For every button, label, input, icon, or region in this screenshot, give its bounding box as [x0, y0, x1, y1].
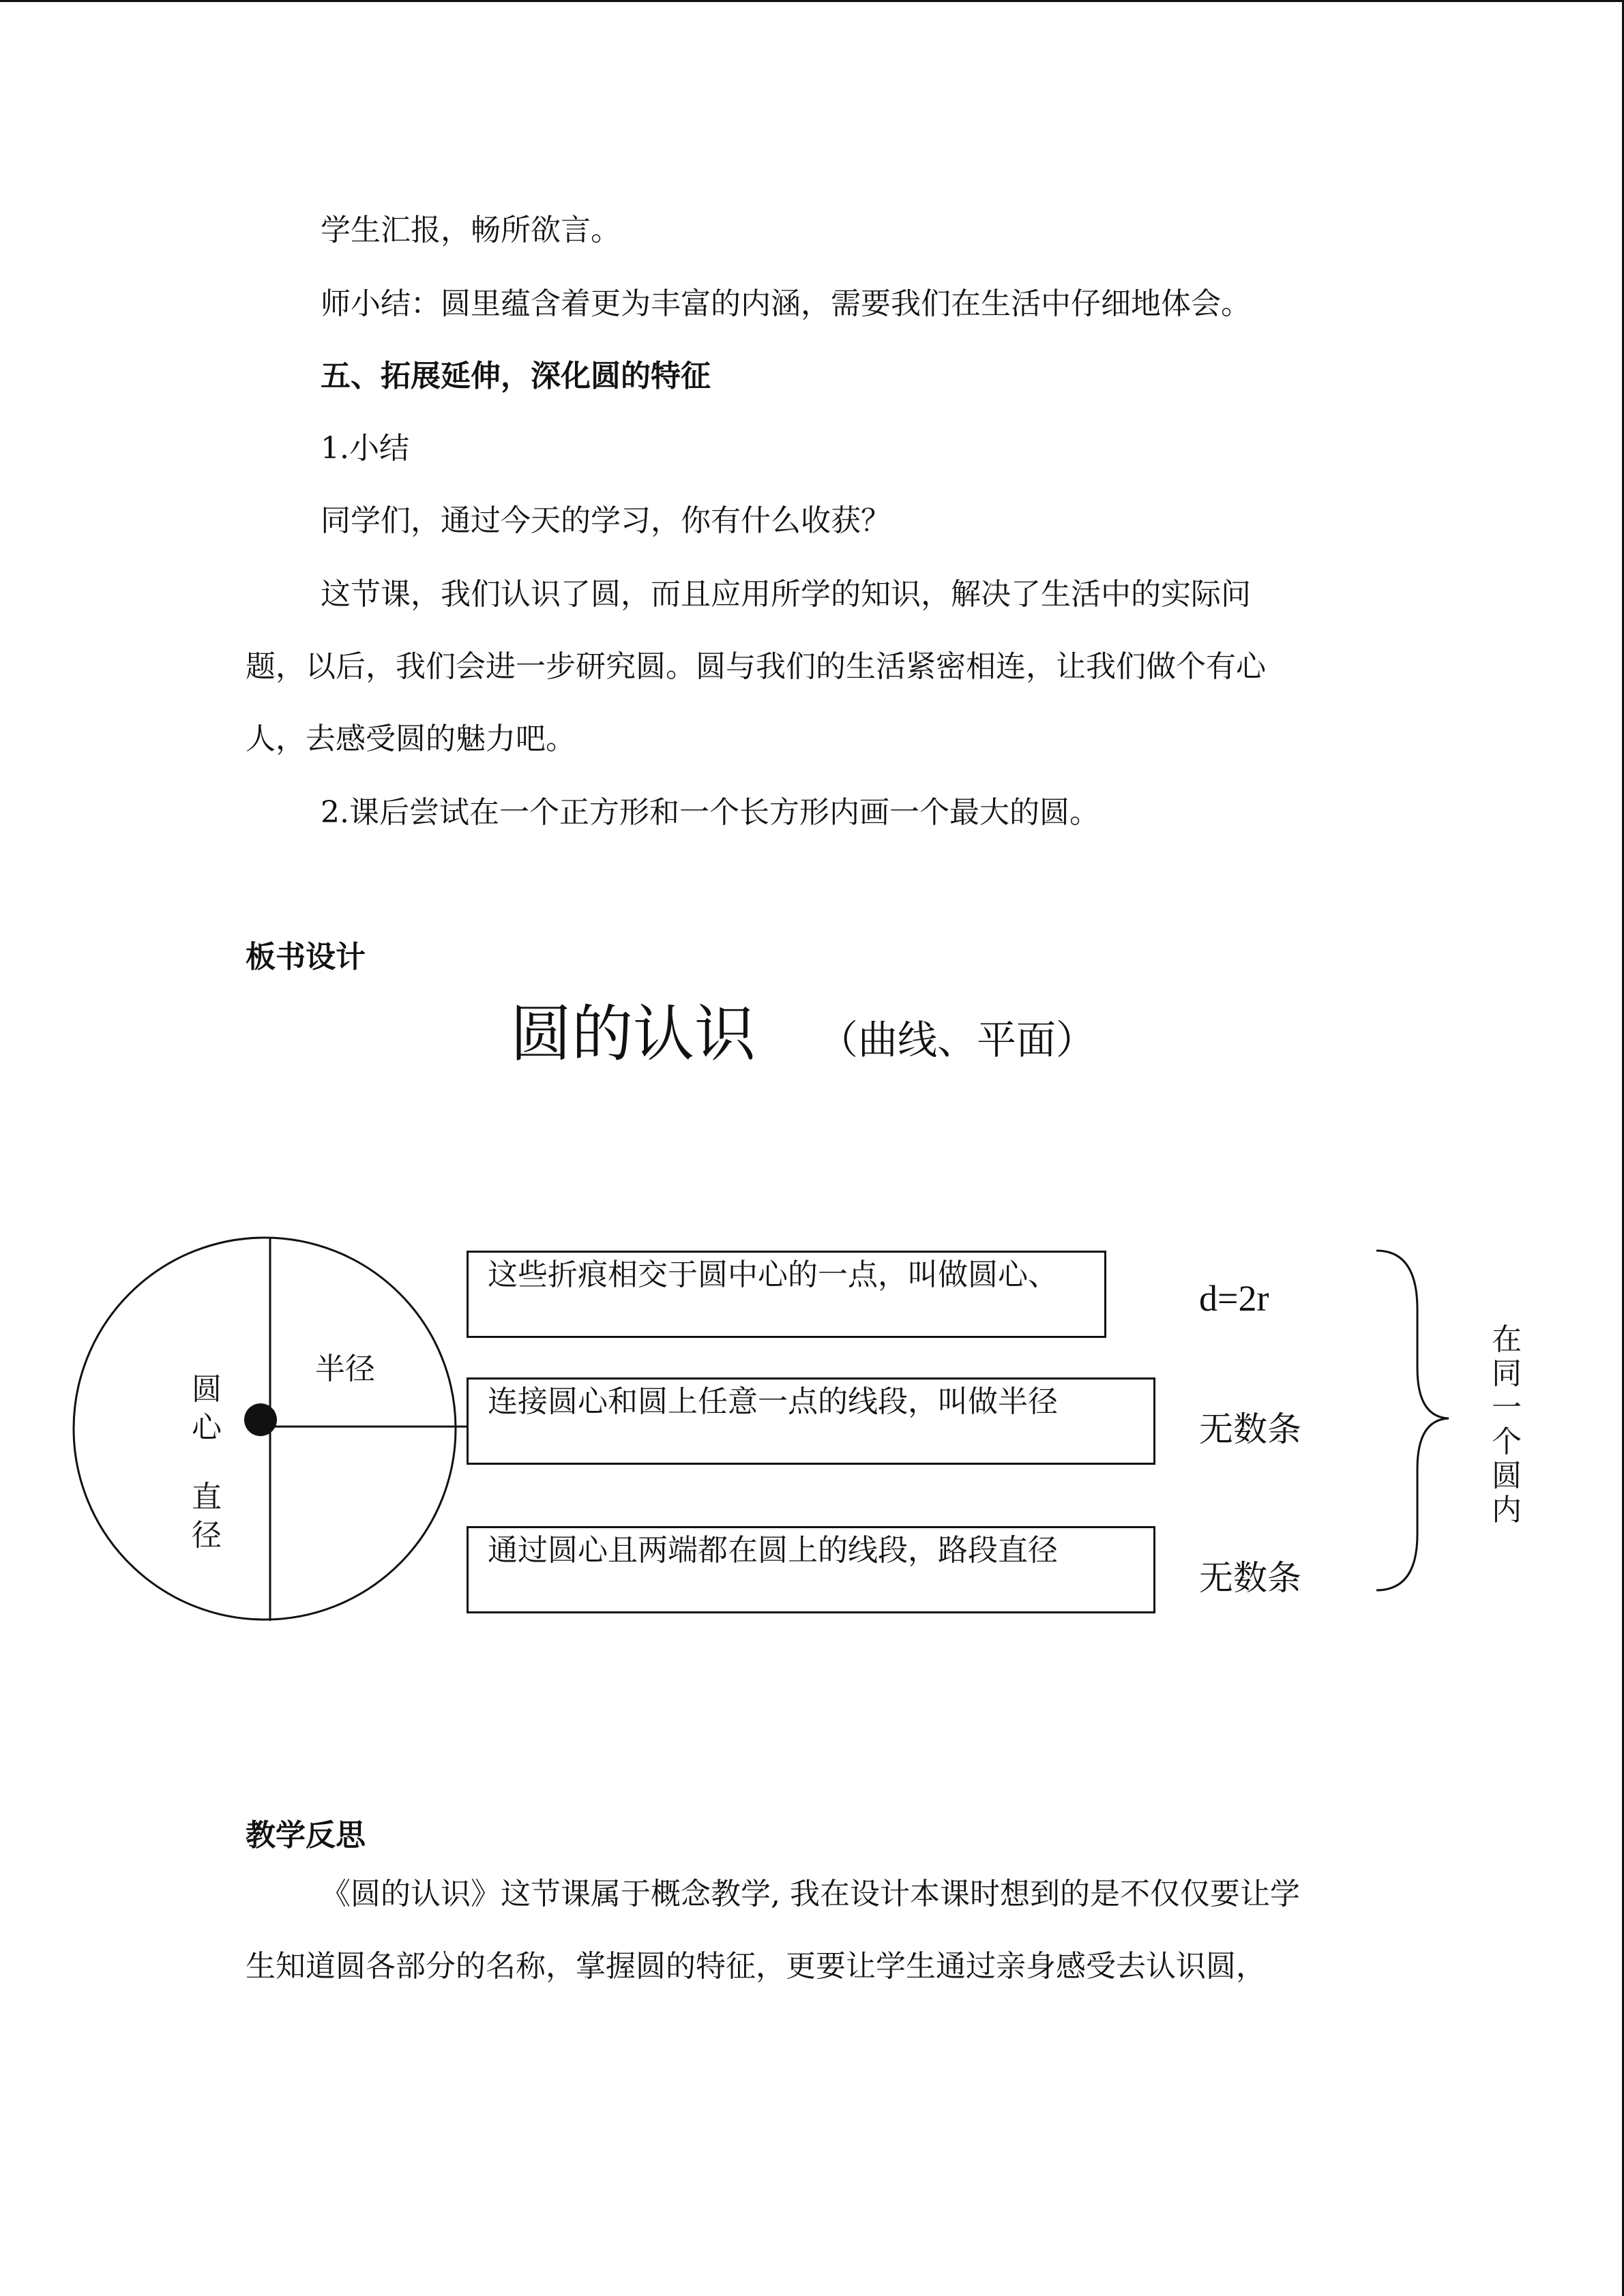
paragraph-lesson-line-3: 人，去感受圆的魅力吧。 — [246, 721, 576, 756]
brace-note: 在同一个圆内 — [1492, 1322, 1522, 1527]
reflection-line-1: 《圆的认识》这节课属于概念教学, 我在设计本课时想到的是不仅仅要让学 — [321, 1877, 1300, 1911]
paragraph-homework: 2.课后尝试在一个正方形和一个长方形内画一个最大的圆。 — [321, 795, 1099, 830]
section-heading-extension: 五、拓展延伸，深化圆的特征 — [321, 359, 711, 393]
reflection-line-2: 生知道圆各部分的名称，掌握圆的特征，更要让学生通过亲身感受去认识圆， — [246, 1949, 1266, 1984]
circle-label-center: 圆心 — [192, 1372, 222, 1445]
paragraph-question: 同学们，通过今天的学习，你有什么收获？ — [321, 503, 891, 538]
right-brace — [1376, 1251, 1449, 1590]
paragraph-summary-item: 1.小结 — [321, 431, 409, 466]
paragraph-lesson-line-2: 题，以后，我们会进一步研究圆。圆与我们的生活紧密相连，让我们做个有心 — [246, 649, 1266, 684]
side-note-radius-count: 无数条 — [1199, 1410, 1301, 1449]
paragraph-student-report: 学生汇报，畅所欲言。 — [321, 213, 621, 248]
board-design-heading: 板书设计 — [246, 940, 366, 974]
center-dot — [244, 1403, 277, 1436]
definition-box-radius: 连接圆心和圆上任意一点的线段，叫做半径 — [467, 1377, 1155, 1465]
board-title: 圆的认识 — [510, 998, 756, 1070]
circle-label-diameter: 直径 — [192, 1480, 222, 1553]
circle-label-radius: 半径 — [315, 1352, 375, 1386]
definition-box-center: 这些折痕相交于圆中心的一点，叫做圆心、 — [467, 1251, 1106, 1338]
reflection-heading: 教学反思 — [246, 1818, 366, 1853]
board-subtitle: （曲线、平面） — [818, 1017, 1096, 1063]
page-top-border — [0, 0, 1624, 2]
definition-box-diameter: 通过圆心且两端都在圆上的线段，路段直径 — [467, 1526, 1155, 1613]
paragraph-teacher-summary: 师小结：圆里蕴含着更为丰富的内涵，需要我们在生活中仔细地体会。 — [321, 286, 1251, 321]
paragraph-lesson-line-1: 这节课，我们认识了圆，而且应用所学的知识，解决了生活中的实际问 — [321, 577, 1251, 612]
side-note-diameter-count: 无数条 — [1199, 1558, 1301, 1598]
side-note-formula: d=2r — [1199, 1278, 1269, 1319]
circle-diagram — [0, 1221, 1624, 1643]
